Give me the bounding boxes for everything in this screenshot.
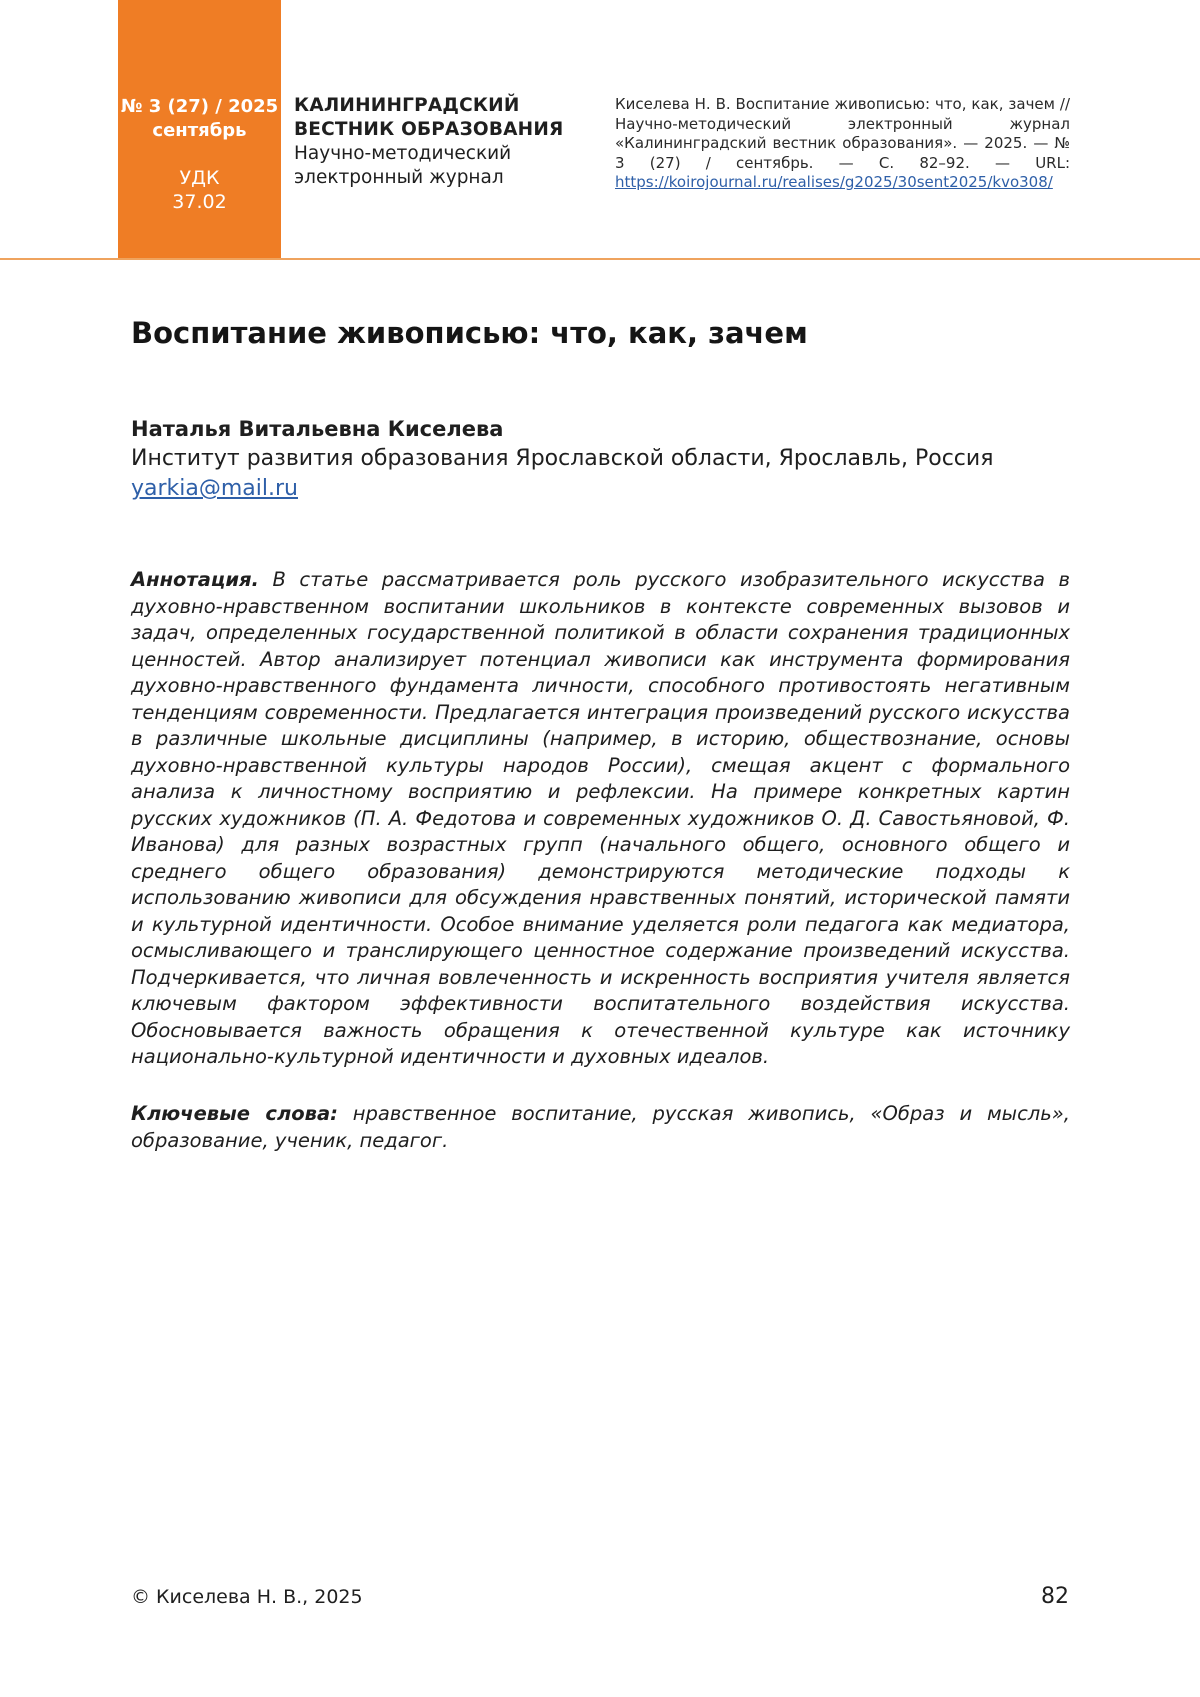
- journal-subtitle-line1: Научно-методический: [294, 143, 512, 164]
- keywords-text: нравственное воспитание, русская живопись, «Образ и мысль», образование, ученик, педагог.: [131, 1102, 1070, 1152]
- article-title: Воспитание живописью: что, как, зачем: [131, 316, 808, 350]
- author-email-link[interactable]: yarkia@mail.ru: [131, 476, 298, 501]
- journal-subtitle-line2: электронный журнал: [294, 167, 504, 188]
- abstract-label: Аннотация.: [131, 568, 259, 591]
- journal-name-block: [294, 94, 584, 190]
- abstract-text: В статье рассматривается роль русского изобразительного искусства в духовно-нравственном воспитании школьников в контексте современных вызовов и задач, определенных государственной политикой в области сохранения традиционных ценностей. Автор анализирует потенциал живописи как инструмента формирования духовно-нравственного фундамента личности, способного противостоять негативным тенденциям современности. Предлагается интеграция произведений русского искусства в различные школьные дисциплины (например, в историю, обществознание, основы духовно-нравственной культуры народов России), смещая акцент с формального анализа к личностному восприятию и рефлексии. На примере конкретных картин русских художников (П. А. Федотова и современных художников О. Д. Савостьяновой, Ф. Иванова) для разных возрастных групп (начального общего, основного общего и среднего общего образования) демонстрируются методические подходы к использованию живописи для обсуждения нравственных понятий, исторической памяти и культурной идентичности. Особое внимание уделяется роли педагога как медиатора, осмысливающего и транслирующего ценностное содержание произведений искусства. Подчеркивается, что личная вовлеченность и искренность восприятия учителя является ключевым фактором эффективности воспитательного воздействия искусства. Обосновывается важность обращения к отечественной культуре как источнику национально-культурной идентичности и духовных идеалов.: [131, 568, 1070, 1068]
- abstract: [131, 567, 1070, 1071]
- author-name: Наталья Витальевна Киселева: [131, 417, 504, 441]
- issue-number: № 3 (27) / 2025: [120, 96, 279, 117]
- issue-tab: [118, 0, 281, 260]
- header-divider: [0, 258, 1200, 260]
- journal-title-line1: КАЛИНИНГРАДСКИЙ: [294, 95, 520, 116]
- citation-url-link[interactable]: https://koirojournal.ru/realises/g2025/30sent2025/kvo308/: [615, 173, 1053, 191]
- page-number: 82: [1041, 1584, 1069, 1609]
- keywords: [131, 1101, 1070, 1154]
- keywords-label: Ключевые слова:: [131, 1102, 338, 1125]
- copyright: © Киселева Н. В., 2025: [131, 1586, 363, 1608]
- citation-block: [615, 95, 1070, 193]
- udk-label: УДК: [179, 167, 220, 189]
- citation-text: Киселева Н. В. Воспитание живописью: что, как, зачем // Научно-методический электронный журнал «Калининградский вестник образования». — 2025. — № 3 (27) / сентябрь. — С. 82–92. — URL:: [615, 95, 1070, 172]
- author-block: [131, 414, 1081, 504]
- author-affiliation: Институт развития образования Ярославской области, Ярославль, Россия: [131, 446, 994, 471]
- udk-code: 37.02: [172, 191, 227, 213]
- journal-title-line2: ВЕСТНИК ОБРАЗОВАНИЯ: [294, 119, 564, 140]
- issue-month: сентябрь: [152, 120, 247, 141]
